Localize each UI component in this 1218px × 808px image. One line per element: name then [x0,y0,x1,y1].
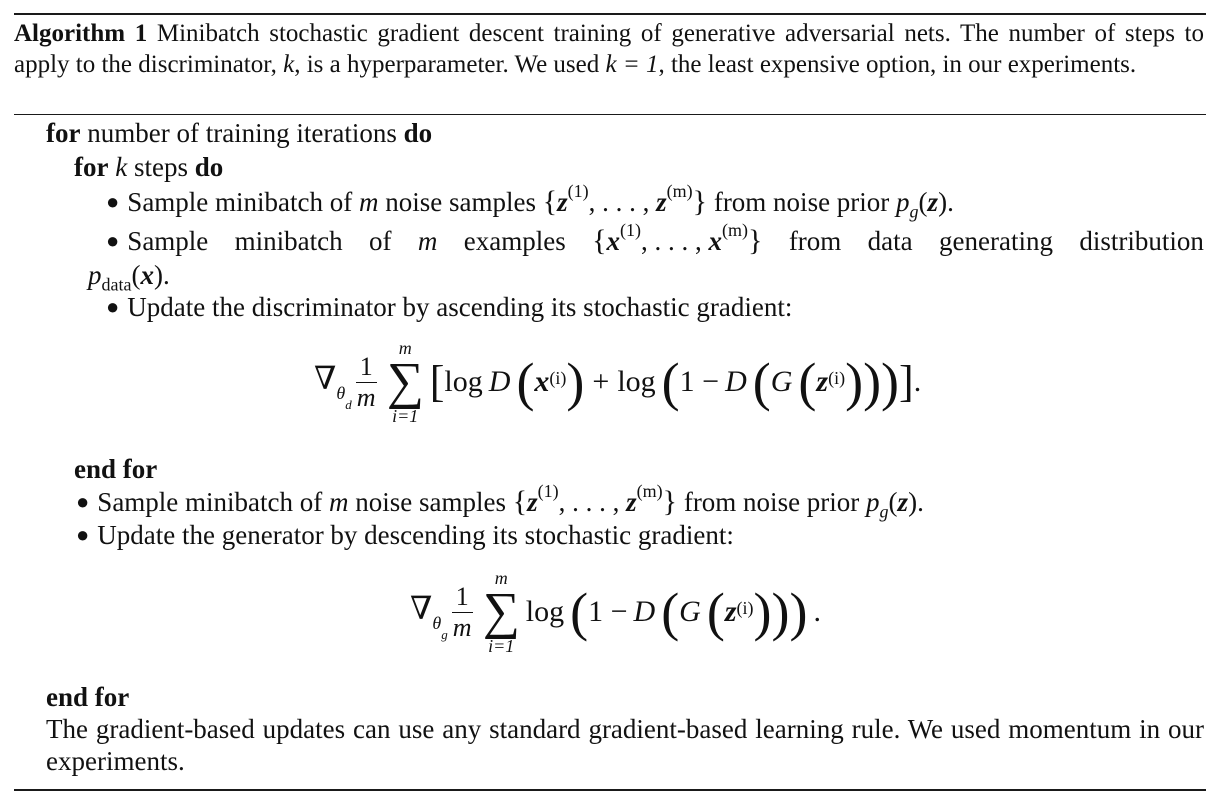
bullet-text: Sample minibatch of [97,487,329,517]
caption-k-eq: k = 1 [605,51,659,78]
numerator: 1 [452,582,473,613]
var-z: z [527,487,538,517]
paren: ) [845,352,864,412]
paren: ( [798,352,817,412]
bullet-icon: ● [106,228,120,253]
end-for-keyword: end for [74,454,158,484]
inner-for-line [74,151,223,183]
var-G: G [679,595,701,628]
right-brace: } [662,485,678,518]
word-of: of [369,226,392,256]
nabla-symbol: $\nabla_{\theta_d}$ [314,360,352,412]
word-from: from [788,226,842,256]
subscript-g: g [441,627,448,642]
bullet-icon: ● [76,522,90,547]
var-z: z [557,187,568,217]
summation [483,568,520,656]
word-data: data [867,226,913,256]
paren: ( [661,582,680,642]
var-G: G [770,365,793,398]
period: . [813,595,821,628]
end-for-keyword: end for [46,682,130,712]
bullet-text: from noise prior [677,487,867,517]
caption-rule [14,114,1206,115]
period: . [913,365,922,398]
superscript: (m) [722,220,749,240]
denominator: m [452,612,472,642]
var-z: z [927,187,939,217]
bullet-text: noise samples [348,487,513,517]
bullet-sample-noise-2: ● Sample minibatch of m noise samples {$z^{(1)}$, . . . , $z^{(m)}$} from noise prior $p_g(z)$. [76,481,924,522]
inner-for-keyword: for [74,152,109,182]
word-distribution: distribution [1079,226,1204,256]
algorithm-label: Algorithm 1 [14,20,148,47]
denominator: m [356,382,376,412]
var-p: p [88,260,102,290]
left-brace: { [512,485,528,518]
bullet-text: Update the generator by descending its stochastic gradient: [97,520,734,550]
subscript-g: g [909,201,919,222]
superscript: (1) [567,181,589,201]
bullet-sample-data-line [106,220,1204,257]
bullet-text: from noise prior [707,187,897,217]
bullet-word [106,225,208,257]
sum-upper: m [494,568,508,588]
var-x: x [708,226,723,256]
subscript-g: g [879,501,889,522]
numerator: 1 [356,352,377,383]
generator-gradient-equation: $\nabla_{\theta_g}$ $\frac{1}{m}$ m ∑ i=1 log ( 1 − D ( G ( z $^{(i)}$ ) ) ) . [410,568,821,656]
var-z: z [816,365,829,398]
outer-for-line [46,117,432,149]
period: . [947,187,954,217]
ellipsis: , . . . , [588,187,657,217]
period: . [162,260,170,290]
superscript: (1) [620,220,642,240]
var-z: z [626,487,637,517]
bottom-rule [14,789,1206,791]
caption-var-k: k [283,51,295,78]
subscript-data: data [101,274,132,295]
plus-op: + [592,365,610,398]
top-rule [14,13,1206,15]
log-op: log [617,365,656,398]
one-minus: 1 − [679,365,720,398]
left-brace: { [542,185,558,218]
paren: ) [771,582,790,642]
paren: ( [570,582,589,642]
caption-text-b: , is a hyperparameter. We used [294,51,606,78]
x-set: {$x^{(1)}$, . . . , $x^{(m)}$} [592,220,763,257]
var-D: D [488,365,511,398]
sum-lower: i=1 [488,636,515,656]
bullet-icon: ● [76,489,90,514]
paren: ( [661,352,680,412]
word-examples: examples [463,226,566,256]
var-p: p [866,487,880,517]
var-z: z [724,595,737,628]
bullet-update-discriminator [106,291,792,323]
sum-upper: m [398,338,412,358]
nabla-symbol: $\nabla_{\theta_g}$ [410,590,448,642]
log-op: log [444,365,483,398]
superscript: (1) [537,481,559,501]
var-D: D [633,595,656,628]
log-op: log [525,595,565,628]
paren: ) [753,582,772,642]
var-p: p [896,187,910,217]
bullet-update-generator [76,519,734,551]
ellipsis: , . . . , [558,487,627,517]
summation [387,338,424,426]
var-x: x [534,365,550,398]
paren: ) [863,352,882,412]
var-m: m [417,226,438,256]
superscript: (m) [666,181,693,201]
pdata-line: $p_{data}(x)$. [88,260,170,295]
bullet-icon: ● [106,294,120,319]
theta-symbol: θ [336,383,346,403]
bullet-text: Sample minibatch of [127,187,359,217]
sum-lower: i=1 [392,406,419,426]
paren: ( [752,352,771,412]
paren: ) [881,352,900,412]
fraction-one-over-m [452,582,473,643]
outer-for-text: number of training iterations [80,118,404,148]
var-x: x [606,226,621,256]
word-sample: Sample [127,226,209,256]
sigma-symbol: ∑ [482,583,520,640]
algorithm-caption [14,18,1204,80]
var-D: D [725,365,747,398]
outer-for-keyword: for [46,118,81,148]
inner-do-keyword: do [194,152,224,182]
word-minibatch: minibatch [234,226,343,256]
var-z: z [897,487,909,517]
paren: ) [789,582,808,642]
paren: ) [566,352,585,412]
inner-for-text: steps [127,152,195,182]
ellipsis: , . . . , [641,226,709,256]
theta-symbol: θ [432,613,442,633]
inner-k-var: k [115,152,128,182]
caption-text-c: , the least expensive option, in our experiments. [658,51,1137,78]
var-m: m [359,187,379,217]
left-bracket: [ [429,357,445,406]
bullet-text: Update the discriminator by ascending its stochastic gradient: [127,292,793,322]
subscript-d: d [345,397,352,412]
word-generating: generating [939,226,1053,256]
one-minus: 1 − [588,595,628,628]
inner-end-for [74,453,157,485]
bullet-text: noise samples [378,187,543,217]
discriminator-gradient-equation: $\nabla_{\theta_d}$ $\frac{1}{m}$ m ∑ i=1 [ log D ( x $^{(i)}$ ) + log ( 1 − D ( G ( z $^{(i)}$ ) ) ) ] . [314,338,922,426]
outer-do-keyword: do [403,118,433,148]
caption-text-a: Minibatch stochastic gradient descent training of generative adversarial nets. The number of steps to apply to the discriminator, [14,20,1204,78]
period: . [917,487,924,517]
var-x: x [140,260,154,290]
right-bracket: ] [899,357,914,406]
footer-note: The gradient-based updates can use any standard gradient-based learning rule. We used momentum in our experiments. [46,714,1204,776]
fraction-one-over-m [356,352,377,413]
outer-end-for [46,681,129,713]
bullet-icon: ● [106,189,120,214]
paren: ( [706,582,725,642]
var-z: z [656,187,667,217]
var-m: m [329,487,349,517]
right-brace: } [692,185,708,218]
superscript: (m) [636,481,663,501]
paren: ( [516,352,535,412]
sigma-symbol: ∑ [386,353,424,410]
bullet-sample-noise-1: ● Sample minibatch of m noise samples {$z^{(1)}$, . . . , $z^{(m)}$} from noise prior $p_g(z)$. [106,181,954,222]
